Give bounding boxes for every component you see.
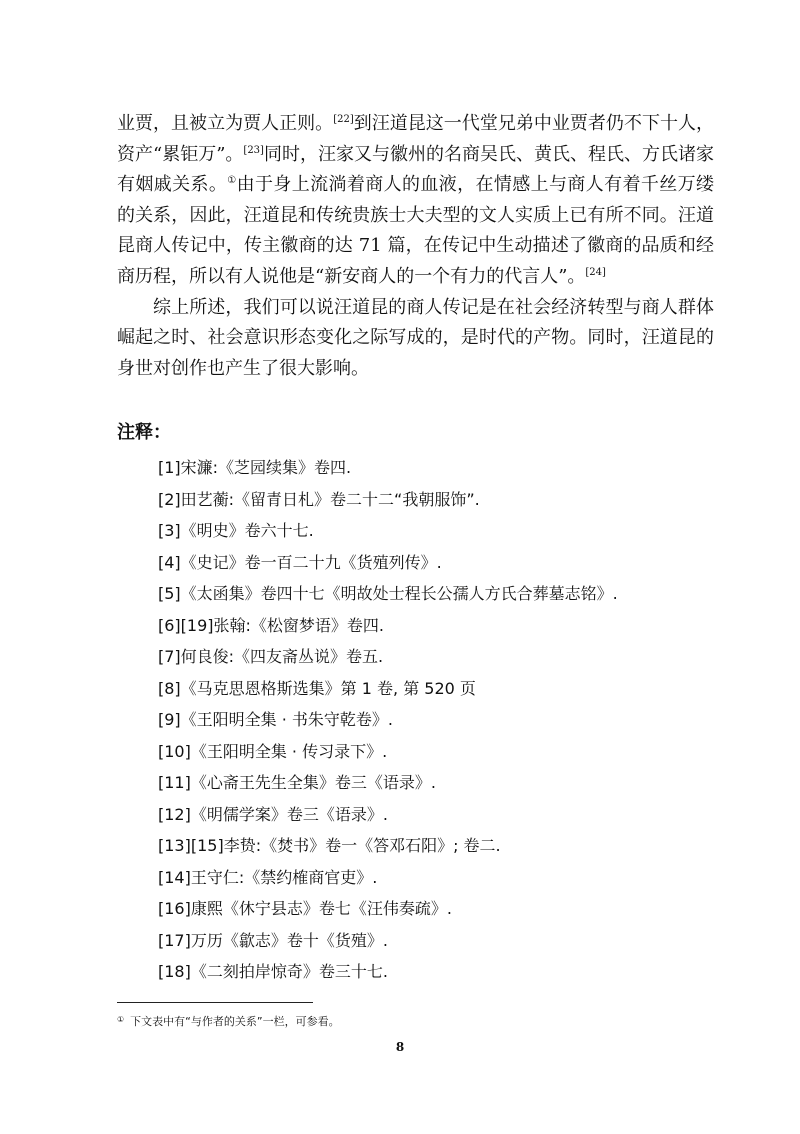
note-item: [13][15]李贽:《焚书》卷一《答邓石阳》; 卷二. <box>158 836 501 855</box>
footnote-ref-1: ① <box>227 175 237 187</box>
citation-23: [23] <box>243 144 264 156</box>
citation-22: [22] <box>333 114 354 125</box>
note-item: [5]《太函集》卷四十七《明故处士程长公孺人方氏合葬墓志铭》. <box>158 584 618 603</box>
note-item: [7]何良俊:《四友斋丛说》卷五. <box>158 647 384 666</box>
footnote-text: 下文表中有“与作者的关系”一栏，可参看。 <box>130 1015 340 1028</box>
paragraph-1-part-1: 业贾，且被立为贾人正则。 <box>117 113 334 134</box>
note-item: [1]宋濂:《芝园续集》卷四. <box>158 458 352 477</box>
page-number: 8 <box>395 1040 405 1054</box>
note-item: [6][19]张翰:《松窗梦语》卷四. <box>158 615 384 635</box>
note-item: [3]《明史》卷六十七. <box>158 521 314 540</box>
note-item: [14]王守仁:《禁约榷商官吏》. <box>158 867 378 887</box>
notes-list <box>158 452 718 988</box>
note-item: [18]《二刻拍岸惊奇》卷三十七. <box>158 962 388 981</box>
paragraph-1-part-3: 同时，汪家又与徽州的名商吴氏、黄氏、程氏、方氏诸家有姻戚关系。 <box>117 143 714 196</box>
footnote <box>117 1012 340 1030</box>
note-item: [8]《马克思恩格斯选集》第 1 卷, 第 520 页 <box>158 678 476 698</box>
paragraph-2: 综上所述，我们可以说汪道昆的商人传记是在社会经济转型与商人群体崛起之时、社会意识形态变化之际写成的，是时代的产物。同时，汪道昆的身世对创作也产生了很大影响。 <box>117 296 714 379</box>
note-item: [17]万历《歙志》卷十《货殖》. <box>158 930 388 950</box>
paragraph-1 <box>117 109 714 293</box>
footnote-divider <box>117 1002 313 1003</box>
paragraph-1-part-4: 由于身上流淌着商人的血液，在情感上与商人有着千丝万缕的关系，因此，汪道昆和传统贵族士大夫型的文人实质上已有所不同。汪道昆商人传记中，传主徽商的达 71 篇，在传记中生动描述了徽商的品质和经商历程，所以有人说他是“新安商人的一个有力的代言人”。 <box>117 174 715 287</box>
note-item: [9]《王阳明全集 · 书朱守乾卷》. <box>158 710 394 729</box>
note-item: [11]《心斋王先生全集》卷三《语录》. <box>158 773 436 792</box>
note-item: [10]《王阳明全集 · 传习录下》. <box>158 741 388 761</box>
note-item: [12]《明儒学案》卷三《语录》. <box>158 804 388 824</box>
notes-heading: 注释： <box>117 422 171 443</box>
note-item: [2]田艺蘅:《留青日札》卷二十二“我朝服饰”. <box>158 489 480 509</box>
footnote-mark: ① <box>117 1015 125 1024</box>
citation-24: [24] <box>585 266 606 278</box>
paragraph-1-part-2: 到汪道昆这一代堂兄弟中业贾者仍不下十人，资产“累钜万”。 <box>117 113 715 165</box>
note-item: [4]《史记》卷一百二十九《货殖列传》. <box>158 552 442 572</box>
body-text <box>117 109 714 384</box>
note-item: [16]康熙《休宁县志》卷七《汪伟奏疏》. <box>158 899 452 918</box>
